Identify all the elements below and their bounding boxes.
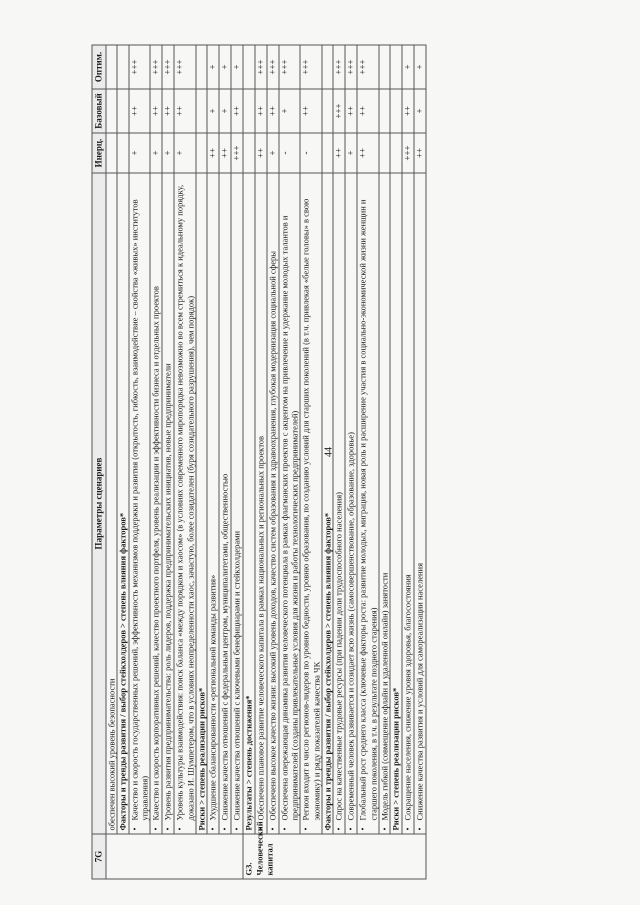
score-base: ++ <box>357 89 379 133</box>
score-inertial: ++ <box>207 133 219 173</box>
page-number: 44 <box>323 447 335 457</box>
table-row <box>129 45 151 879</box>
score-optimistic: + <box>414 45 426 89</box>
table-row <box>207 45 219 879</box>
param-text: • Модель гибкой (совмещение офлайн и удаленной онлайн) занятости <box>379 173 390 834</box>
param-text: • Сокращение населения, снижение уровня здоровья, благосостояния <box>402 173 414 834</box>
score-optimistic <box>243 45 254 89</box>
score-inertial <box>106 133 117 173</box>
param-text: • Снижение качества развития и условий для самореализации населения <box>414 173 426 834</box>
score-base: ++ <box>300 89 322 133</box>
score-inertial: + <box>267 133 279 173</box>
score-optimistic: +++ <box>357 45 379 89</box>
header-base: Базовый <box>92 89 106 133</box>
table-body <box>106 45 426 879</box>
score-inertial <box>243 133 254 173</box>
table-row <box>300 45 322 879</box>
score-inertial <box>322 133 333 173</box>
header-params: Параметры сценариев <box>92 173 106 834</box>
param-text: Факторы и тренды развития / выбор стейкхолдеров > степень влияния факторов* <box>117 173 128 834</box>
header-optimistic: Оптим. <box>92 45 106 89</box>
param-text: Результаты > степень достижения* <box>243 173 254 834</box>
score-base: + <box>279 89 301 133</box>
score-optimistic: +++ <box>150 45 162 89</box>
score-inertial: ++ <box>357 133 379 173</box>
score-optimistic: +++ <box>174 45 196 89</box>
score-inertial: +++ <box>402 133 414 173</box>
score-base: +++ <box>333 89 345 133</box>
param-text: • Снижение качества отношений с федеральным центром, муниципалитетами, общественностью <box>219 173 231 834</box>
param-text: • Регион входит в число регионов-лидеров по уровню бедности, уровню образования, по созданию условий для старших поколений (в т.ч. привлекая «белые головы» в свою экономику) и ряду показателей качества ЧК <box>300 173 322 834</box>
param-text: • Обеспечена опережающая динамика развития человеческого потенциала в рамках флагманских проектов с акцентом на привлечение и удержание молодых талантов и предпринимателей (созданы привлекательные условия для жизни и работы технологических предпринимателей) <box>279 173 301 834</box>
score-optimistic: +++ <box>267 45 279 89</box>
table-row <box>414 45 426 879</box>
score-base <box>106 89 117 133</box>
score-optimistic: +++ <box>255 45 267 89</box>
header-inertial: Инерц. <box>92 133 106 173</box>
score-optimistic: +++ <box>279 45 301 89</box>
score-inertial <box>196 133 207 173</box>
param-text: Риски > степень реализации рисков* <box>196 173 207 834</box>
group-cell-top <box>106 834 243 879</box>
table-row <box>357 45 379 879</box>
scenario-table-sheet <box>92 45 585 880</box>
score-optimistic <box>196 45 207 89</box>
score-inertial <box>379 133 390 173</box>
group-cell-g3: G3. Человеческий капитал <box>243 834 425 879</box>
score-inertial: + <box>174 133 196 173</box>
score-optimistic <box>117 45 128 89</box>
param-text: • Снижение качества отношений с ключевыми бенефициарами и стейкхолдерами <box>231 173 243 834</box>
score-inertial: + <box>345 133 357 173</box>
score-inertial: ++ <box>333 133 345 173</box>
score-base <box>196 89 207 133</box>
score-base <box>390 89 401 133</box>
score-inertial: - <box>300 133 322 173</box>
score-optimistic: +++ <box>162 45 174 89</box>
param-text: • Современный человек развивается и созидает всю жизнь (самосовершенствование, образование, здоровье) <box>345 173 357 834</box>
table-row <box>279 45 301 879</box>
score-optimistic: + <box>231 45 243 89</box>
score-base <box>117 89 128 133</box>
score-base: ++ <box>255 89 267 133</box>
table-row <box>345 45 357 879</box>
score-base: ++ <box>174 89 196 133</box>
score-base <box>322 89 333 133</box>
score-optimistic: +++ <box>333 45 345 89</box>
score-optimistic: +++ <box>300 45 322 89</box>
param-text: • Обеспечено высокое качество жизни: высокий уровень доходов, качество систем образования и здравоохранения, глубокая модернизация социальной сферы <box>267 173 279 834</box>
score-base <box>243 89 254 133</box>
score-optimistic <box>390 45 401 89</box>
table-row <box>106 45 117 879</box>
section-header-row <box>243 45 254 879</box>
table-row <box>162 45 174 879</box>
score-inertial: + <box>150 133 162 173</box>
param-text: • Ухудшение сбалансированности «региональной команды развития» <box>207 173 219 834</box>
score-base: ++ <box>231 89 243 133</box>
param-text: • Спрос на качественные трудовые ресурсы (при падении доли трудоспособного населения) <box>333 173 345 834</box>
score-optimistic <box>322 45 333 89</box>
table-row <box>267 45 279 879</box>
score-optimistic: + <box>402 45 414 89</box>
score-base: + <box>207 89 219 133</box>
header-group: 7G <box>92 834 106 879</box>
score-base: + <box>219 89 231 133</box>
score-base: ++ <box>345 89 357 133</box>
table-row <box>174 45 196 879</box>
score-inertial: ++ <box>255 133 267 173</box>
score-optimistic: + <box>219 45 231 89</box>
score-inertial: + <box>162 133 174 173</box>
score-inertial <box>390 133 401 173</box>
score-inertial: - <box>279 133 301 173</box>
score-optimistic <box>379 45 390 89</box>
score-base: + <box>414 89 426 133</box>
param-text: обеспечен высокий уровень безопасности <box>106 173 117 834</box>
score-base: ++ <box>150 89 162 133</box>
score-inertial: ++ <box>219 133 231 173</box>
score-inertial: ++ <box>414 133 426 173</box>
table-row <box>231 45 243 879</box>
score-optimistic: +++ <box>345 45 357 89</box>
score-base <box>379 89 390 133</box>
param-text: • Уровень культуры взаимодействия: поиск баланса «между порядком и хаосом» (в условиях современного миропорядка невозможно во всем стремиться к идеальному порядку, доказано И. Шумпетером, что в условиях неопределенности хаос, зачастую, более созидателен (буря созидательного разрушения), чем порядок) <box>174 173 196 834</box>
score-inertial: + <box>129 133 151 173</box>
table-row <box>333 45 345 879</box>
score-inertial <box>117 133 128 173</box>
score-base: ++ <box>267 89 279 133</box>
param-text: • Глобальный рост среднего класса (ключевые факторы роста: развитие молодых, миграция, новая роль и расширение участия в социально-экономической жизни женщин и старшего поколения, в т.ч. в результате позднего старения) <box>357 173 379 834</box>
param-text: • Уровень развития предпринимательства: роль лидеров, поддержка предпринимательских инициатив, новые предприниматели <box>162 173 174 834</box>
score-base: ++ <box>129 89 151 133</box>
param-text: • Качество и скорость государственных решений, эффективность механизмов поддержки и развития (открытость, гибкость, взаимодействие – свойства «живых» институтов управления) <box>129 173 151 834</box>
score-base: ++ <box>402 89 414 133</box>
table-row <box>379 45 390 879</box>
table-row <box>219 45 231 879</box>
table-header-row <box>92 45 106 879</box>
score-optimistic <box>106 45 117 89</box>
score-inertial: +++ <box>231 133 243 173</box>
table-row <box>255 45 267 879</box>
param-text: Факторы и тренды развития / выбор стейкхолдеров > степень влияния факторов* <box>322 173 333 834</box>
scenario-table <box>92 45 427 880</box>
score-optimistic: +++ <box>129 45 151 89</box>
score-optimistic: + <box>207 45 219 89</box>
param-text: • Обеспечено плановое развитие человеческого капитала в рамках национальных и региональных проектов <box>255 173 267 834</box>
table-row <box>150 45 162 879</box>
section-header-row <box>196 45 207 879</box>
param-text: • Качество и скорость корпоративных решений, качество проектного портфеля, уровень реализации и эффективности бизнеса и отдельных проектов <box>150 173 162 834</box>
section-header-row <box>117 45 128 879</box>
score-base: ++ <box>162 89 174 133</box>
section-header-row <box>322 45 333 879</box>
table-row <box>402 45 414 879</box>
section-header-row <box>390 45 401 879</box>
param-text: Риски > степень реализации рисков* <box>390 173 401 834</box>
